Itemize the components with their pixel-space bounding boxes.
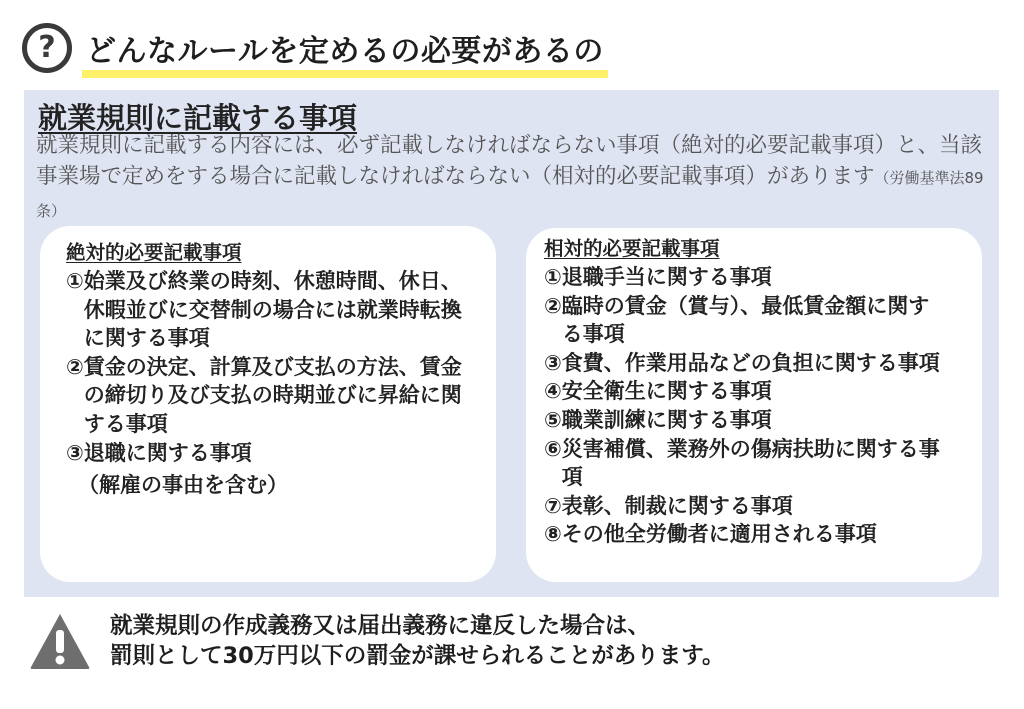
warning-line-1: 就業規則の作成義務又は届出義務に違反した場合は、: [110, 613, 651, 639]
item-number: ⑥: [544, 436, 562, 461]
list-item: [544, 349, 982, 378]
panel-title: 就業規則に記載する事項: [38, 101, 358, 135]
intro-text: [36, 130, 991, 227]
item-number: ①: [544, 265, 562, 289]
question-circle-icon: ?: [22, 23, 72, 73]
item-number: ⑦: [544, 493, 562, 518]
item-text: 職業訓練に関する事項: [561, 407, 772, 432]
page-header: [22, 20, 604, 76]
list-item: [544, 435, 982, 492]
content-panel: [24, 90, 999, 597]
item-text: 賃金の決定、計算及び支払の方法、賃金の締切り及び支払の時期並びに昇給に関する事項: [83, 354, 462, 436]
page-title: どんなルールを定めるの必要があるの: [86, 34, 604, 69]
warning-triangle-icon: [28, 611, 92, 671]
intro-note: （労働基準法89条）: [36, 169, 984, 220]
list-item: [66, 267, 496, 353]
item-number: ⑧: [544, 522, 562, 547]
warning-line-2: 罰則として30万円以下の罰金が課せられることがあります。: [110, 643, 725, 669]
item-number: ①: [66, 269, 84, 293]
relative-items-title: 相対的必要記載事項: [544, 237, 720, 260]
list-item: [66, 353, 496, 439]
relative-items-card: [526, 228, 982, 582]
list-item: [544, 377, 982, 406]
item-text: 食費、作業用品などの負担に関する事項: [561, 350, 940, 375]
title-highlight: [82, 70, 608, 78]
item-number: ②: [544, 293, 562, 318]
warning-text: [110, 611, 725, 671]
item-number: ②: [66, 354, 84, 379]
absolute-items-list: [66, 267, 496, 500]
list-item-note: [66, 471, 496, 500]
relative-items-list: [544, 263, 982, 549]
list-item: [544, 406, 982, 435]
item-number: ③: [66, 440, 84, 465]
absolute-items-card: [40, 226, 496, 582]
absolute-items-title: 絶対的必要記載事項: [66, 241, 242, 264]
warning-notice: [28, 611, 725, 677]
item-note-text: （解雇の事由を含む）: [78, 473, 288, 498]
item-text: 表彰、制裁に関する事項: [561, 493, 793, 518]
item-text: その他全労働者に適用される事項: [561, 522, 877, 547]
item-number: ③: [544, 350, 562, 375]
item-number: ④: [544, 379, 562, 404]
list-item: [544, 520, 982, 549]
list-item: [544, 492, 982, 521]
item-text: 災害補償、業務外の傷病扶助に関する事項: [561, 436, 940, 490]
list-item: [544, 263, 982, 292]
page-title-wrap: [86, 26, 604, 70]
list-item: [544, 292, 982, 349]
item-number: ⑤: [544, 407, 562, 432]
list-item: [66, 439, 496, 468]
item-text: 始業及び終業の時刻、休憩時間、休日、休暇並びに交替制の場合には就業時転換に関する事項: [83, 269, 462, 351]
item-text: 安全衛生に関する事項: [561, 379, 772, 404]
item-text: 臨時の賃金（賞与）、最低賃金額に関する事項: [561, 293, 930, 347]
intro-body: 就業規則に記載する内容には、必ず記載しなければならない事項（絶対的必要記載事項）と、当該事業場で定めをする場合に記載しなければならない（相対的必要記載事項）があります: [36, 133, 983, 189]
item-text: 退職手当に関する事項: [561, 265, 772, 289]
item-text: 退職に関する事項: [83, 440, 252, 465]
